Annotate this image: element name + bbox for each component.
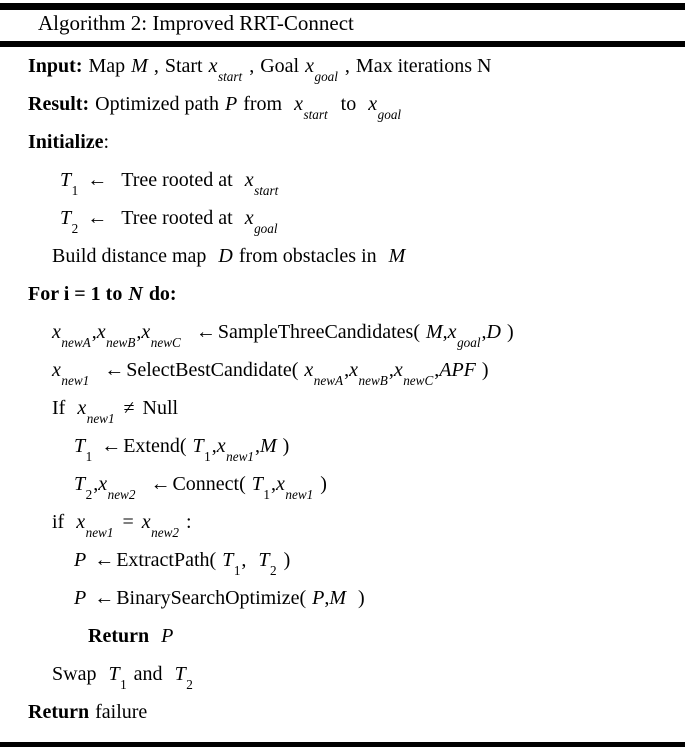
line-initialize (0, 123, 685, 161)
subscript-1: 1 (71, 183, 79, 199)
subscript-new1: new1 (61, 373, 90, 389)
assign-arrow-icon: ← (87, 169, 108, 191)
arg-path: P (312, 587, 325, 609)
input-comma-3: , (344, 55, 350, 77)
var-distance-map: D (218, 245, 233, 267)
select-comma-1: , (344, 359, 350, 381)
return-keyword: Return (88, 625, 150, 647)
subscript-goal: goal (457, 335, 481, 351)
var-x-glyph: x (304, 359, 314, 381)
var-T-glyph: T (258, 549, 270, 571)
line-build-distance-map (0, 237, 685, 275)
var-path: P (74, 587, 87, 609)
result-to-label: to (340, 93, 357, 115)
arg-x-newC (393, 359, 434, 389)
extract-path-close-paren: ) (283, 549, 291, 571)
arg-x-new1 (275, 473, 314, 503)
assign-arrow-icon: ← (101, 435, 122, 457)
line-return-path (0, 617, 685, 655)
subscript-1: 1 (263, 487, 270, 503)
line-result (0, 85, 685, 123)
subscript-new2: new2 (151, 525, 179, 541)
extract-path-function-name: ExtractPath( (116, 549, 217, 571)
bottom-rule (0, 742, 685, 747)
extend-comma-1: , (211, 435, 217, 457)
subscript-newC: newC (403, 373, 434, 389)
subscript-2: 2 (85, 487, 93, 503)
subscript-2: 2 (186, 677, 193, 693)
select-function-name: SelectBestCandidate( (126, 359, 299, 381)
algorithm-caption-text: Algorithm 2: Improved RRT-Connect (38, 11, 354, 35)
subscript-1: 1 (120, 677, 127, 693)
subscript-new2: new2 (107, 487, 136, 503)
swap-keyword: Swap (52, 663, 97, 685)
var-path: P (224, 93, 238, 115)
assign-arrow-icon: ← (94, 587, 115, 609)
subscript-goal: goal (377, 107, 402, 123)
result-keyword: Result (28, 93, 83, 115)
var-T-glyph: T (74, 473, 86, 495)
var-T-glyph: T (60, 169, 72, 191)
build-map-obstacles-text: from obstacles in (238, 245, 377, 267)
arg-map: M (329, 587, 347, 609)
var-T-glyph: T (108, 663, 120, 685)
var-x-new1 (76, 511, 114, 541)
sample-arg-comma-1: , (442, 321, 448, 343)
subscript-2: 2 (71, 221, 79, 237)
input-goal-label: Goal (260, 55, 300, 77)
do-keyword: do: (148, 283, 177, 305)
subscript-newC: newC (150, 335, 181, 351)
var-max-iterations: N (128, 283, 143, 305)
input-max-iterations: Max iterations N (355, 55, 492, 77)
var-x-glyph: x (96, 321, 106, 343)
line-init-tree1 (0, 161, 685, 199)
arg-distance-map: D (486, 321, 501, 343)
optimize-function-name: BinarySearchOptimize( (116, 587, 307, 609)
var-x-new2 (141, 511, 180, 541)
arg-apf: APF (439, 359, 476, 381)
input-comma-1: , (153, 55, 159, 77)
return-keyword: Return (28, 701, 90, 723)
select-comma-2: , (388, 359, 394, 381)
input-comma-2: , (249, 55, 255, 77)
subscript-newA: newA (313, 373, 344, 389)
connect-close-paren: ) (320, 473, 327, 495)
line-binary-search-optimize (0, 579, 685, 617)
subscript-goal: goal (314, 69, 338, 85)
var-x-new1 (52, 359, 90, 389)
sample-arg-comma-2: , (481, 321, 487, 343)
null-literal: Null (142, 397, 179, 419)
subscript-1: 1 (204, 449, 211, 465)
extend-close-paren: ) (282, 435, 290, 457)
line-select-candidate (0, 351, 685, 389)
subscript-1: 1 (233, 563, 241, 579)
var-T-glyph: T (251, 473, 263, 495)
arg-map: M (426, 321, 443, 343)
sample-function-name: SampleThreeCandidates( (217, 321, 420, 343)
subscript-new1: new1 (86, 411, 115, 427)
var-x-new1 (77, 397, 115, 427)
var-x-glyph: x (349, 359, 358, 381)
var-x-start (208, 55, 244, 85)
select-comma-3: , (434, 359, 440, 381)
input-map-label: Map (88, 55, 126, 77)
swap-and-label: and (133, 663, 163, 685)
line-sample-candidates (0, 313, 685, 351)
optimize-comma: , (324, 587, 330, 609)
input-keyword: Input (28, 55, 76, 77)
assign-arrow-icon: ← (94, 549, 115, 571)
subscript-newA: newA (61, 335, 91, 351)
var-x-glyph: x (275, 473, 285, 495)
var-tree-2 (60, 207, 79, 237)
line-input (0, 47, 685, 85)
subscript-new1: new1 (85, 525, 114, 541)
var-path: P (161, 625, 174, 647)
var-tree-1 (60, 169, 79, 199)
sample-comma-2: , (136, 321, 142, 343)
sample-comma-1: , (91, 321, 97, 343)
var-x-newB (96, 321, 137, 351)
var-tree-2 (74, 473, 93, 503)
subscript-start: start (303, 107, 328, 123)
var-T-glyph: T (74, 435, 86, 457)
line-if-not-null (0, 389, 685, 427)
assign-arrow-icon: ← (195, 321, 216, 343)
var-x-start (294, 93, 329, 123)
arg-tree-1 (192, 435, 212, 465)
extend-function-name: Extend( (123, 435, 187, 457)
var-x-glyph: x (208, 55, 218, 77)
var-x-glyph: x (447, 321, 457, 343)
var-T-glyph: T (60, 207, 72, 229)
line-for-loop (0, 275, 685, 313)
var-tree-2 (174, 663, 194, 693)
var-x-glyph: x (368, 93, 378, 115)
var-x-goal (244, 207, 279, 237)
result-from-label: from (243, 93, 283, 115)
connect-comma-1: , (93, 473, 99, 495)
connect-comma-2: , (270, 473, 276, 495)
subscript-start: start (254, 183, 279, 199)
var-T-glyph: T (192, 435, 204, 457)
var-x-glyph: x (98, 473, 108, 495)
tree1-text: Tree rooted at (121, 169, 233, 191)
line-extend (0, 427, 685, 465)
line-swap-trees (0, 655, 685, 693)
line-extract-path (0, 541, 685, 579)
var-x-glyph: x (244, 207, 254, 229)
arg-x-newA (304, 359, 344, 389)
if-keyword-lower: if (52, 511, 65, 533)
equals-icon: = (122, 511, 134, 533)
subscript-2: 2 (270, 563, 277, 579)
connect-function-name: Connect( (172, 473, 246, 495)
var-x-newA (52, 321, 92, 351)
sample-close-paren: ) (506, 321, 514, 343)
var-T-glyph: T (222, 549, 234, 571)
tree2-text: Tree rooted at (121, 207, 233, 229)
line-if-equal (0, 503, 685, 541)
subscript-1: 1 (85, 449, 93, 465)
not-equal-icon: ≠ (123, 397, 135, 419)
var-x-glyph: x (141, 321, 151, 343)
result-colon: : (82, 93, 90, 115)
if-equal-colon: : (185, 511, 192, 533)
var-tree-1 (74, 435, 93, 465)
extend-comma-2: , (254, 435, 260, 457)
var-x-glyph: x (393, 359, 403, 381)
line-init-tree2 (0, 199, 685, 237)
assign-arrow-icon: ← (87, 207, 108, 229)
var-x-glyph: x (244, 169, 254, 191)
var-x-glyph: x (305, 55, 314, 77)
var-x-new2 (98, 473, 136, 503)
var-x-glyph: x (76, 511, 86, 533)
var-x-glyph: x (52, 321, 61, 343)
subscript-goal: goal (254, 221, 278, 237)
for-keyword: For i = 1 to (28, 283, 123, 305)
arg-x-new1 (216, 435, 255, 465)
result-optimized-label: Optimized path (95, 93, 219, 115)
subscript-newB: newB (106, 335, 136, 351)
subscript-start: start (218, 69, 243, 85)
arg-tree-1 (251, 473, 271, 503)
arg-x-goal (447, 321, 482, 351)
build-map-text: Build distance map (52, 245, 207, 267)
initialize-colon: : (103, 131, 110, 153)
arg-map: M (259, 435, 277, 457)
arg-tree-1 (222, 549, 241, 579)
var-tree-1 (108, 663, 127, 693)
var-x-glyph: x (216, 435, 226, 457)
var-x-glyph: x (77, 397, 87, 419)
input-start-label: Start (164, 55, 203, 77)
var-x-glyph: x (294, 93, 303, 115)
arg-tree-2 (258, 549, 277, 579)
if-keyword: If (52, 397, 66, 419)
input-colon: : (75, 55, 83, 77)
subscript-new1: new1 (285, 487, 314, 503)
select-close-paren: ) (481, 359, 489, 381)
subscript-new1: new1 (226, 449, 254, 465)
assign-arrow-icon: ← (150, 473, 171, 495)
algorithm-body (0, 47, 685, 731)
failure-label: failure (95, 701, 148, 723)
var-map: M (388, 245, 406, 267)
subscript-newB: newB (358, 373, 388, 389)
var-T-glyph: T (174, 663, 186, 685)
var-x-start (244, 169, 280, 199)
var-path: P (74, 549, 87, 571)
var-x-goal (368, 93, 402, 123)
line-connect (0, 465, 685, 503)
var-x-newC (141, 321, 181, 351)
var-map: M (131, 55, 148, 77)
optimize-close-paren: ) (358, 587, 365, 609)
var-x-goal (305, 55, 339, 85)
line-return-failure (0, 693, 685, 731)
assign-arrow-icon: ← (104, 359, 125, 381)
var-x-glyph: x (141, 511, 151, 533)
initialize-keyword: Initialize (28, 131, 104, 153)
algorithm-caption (38, 9, 354, 37)
extract-path-comma: , (241, 549, 247, 571)
var-x-glyph: x (52, 359, 61, 381)
arg-x-newB (349, 359, 389, 389)
